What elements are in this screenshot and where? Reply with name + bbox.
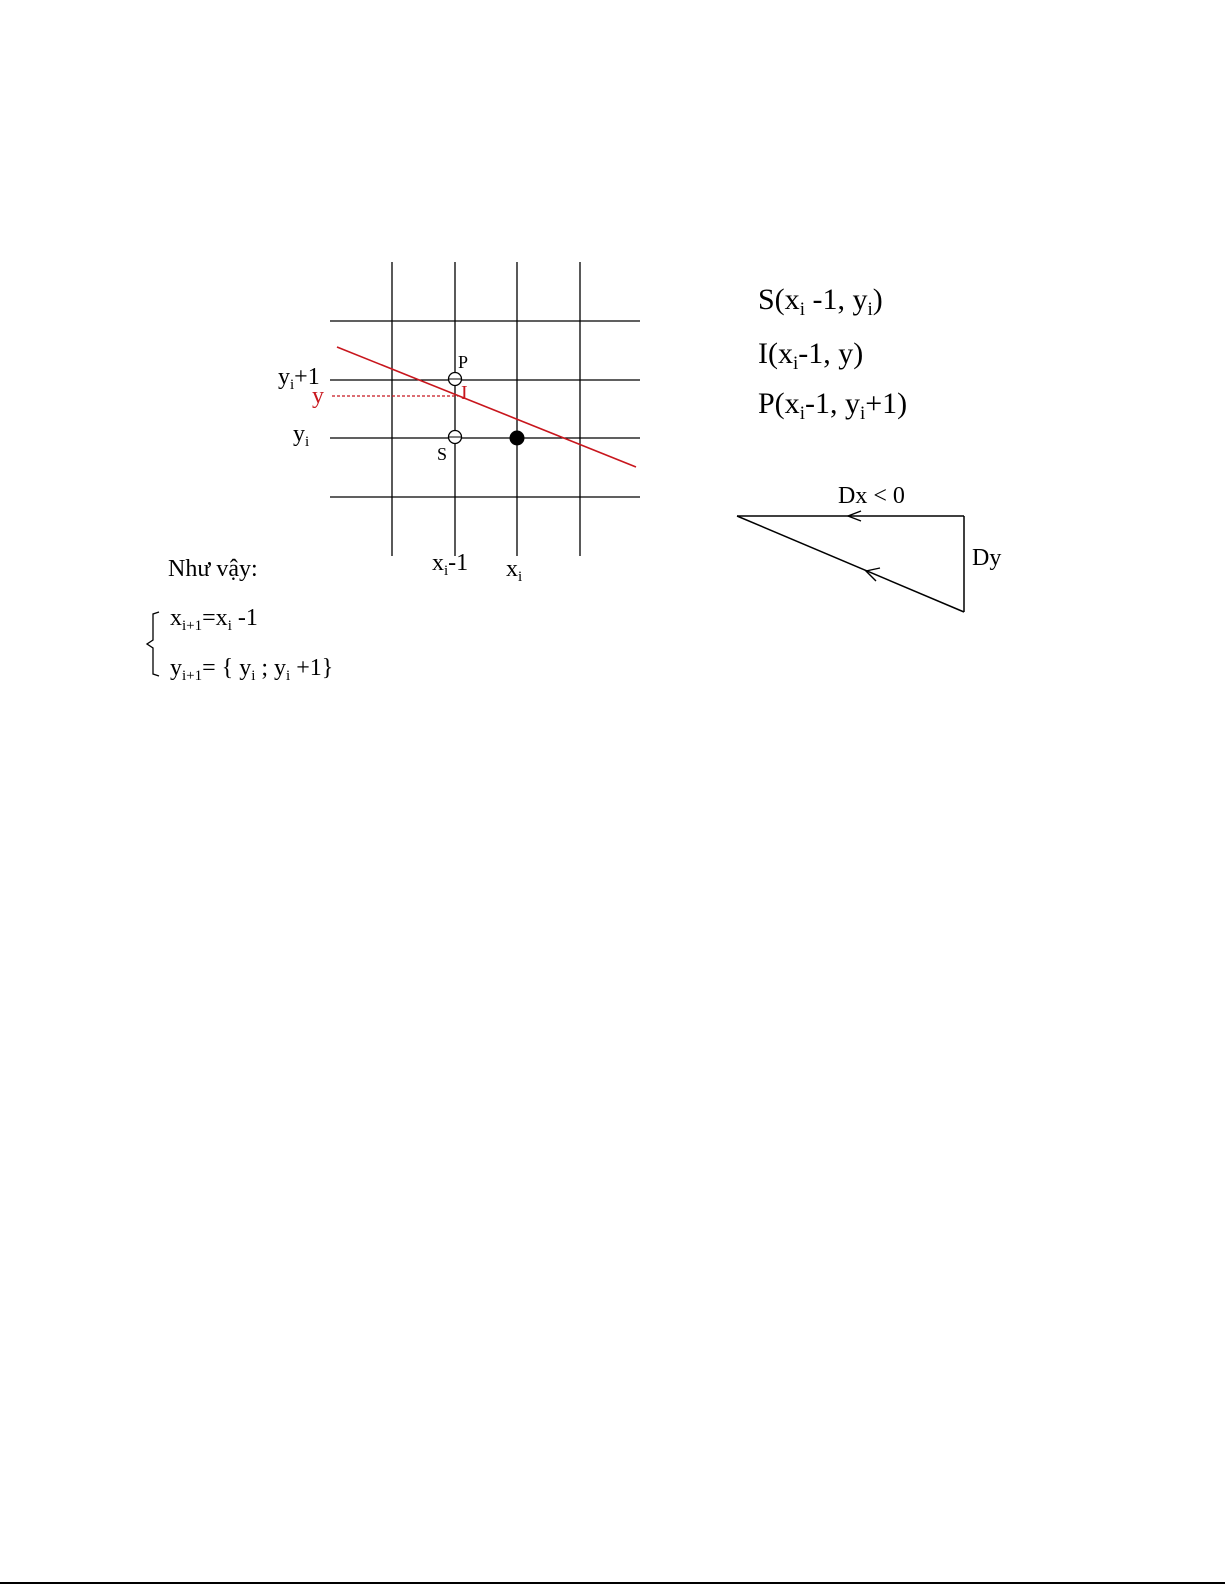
page-bottom-rule xyxy=(0,1582,1225,1584)
def-point-s: $S(x_i$ -1, $y_i$) xyxy=(758,283,883,320)
label-dx: Dx < 0 xyxy=(838,483,905,509)
label-xi: $x_i$ xyxy=(506,556,523,585)
label-dy: Dy xyxy=(972,545,1002,571)
system-brace xyxy=(147,612,159,676)
label-point-s: S xyxy=(437,444,448,464)
label-yi: $y_i$ xyxy=(293,421,310,450)
label-point-i: I xyxy=(461,382,468,404)
label-point-p: P xyxy=(458,352,469,372)
label-y-red: y xyxy=(312,383,324,409)
label-xi-minus-1: $x_i-1$ xyxy=(432,550,469,579)
conclusion-intro: Như vậy: xyxy=(168,556,258,582)
triangle-hypotenuse xyxy=(737,516,964,612)
direction-triangle xyxy=(737,511,964,612)
hypotenuse-arrow-icon xyxy=(866,568,880,581)
label-yi-plus-1: $y_i+1$ xyxy=(278,364,320,393)
red-line xyxy=(337,347,636,467)
def-point-i: $I(x_i-1$, y) xyxy=(758,337,864,374)
equation-y: $y_{i+1}=$ { $y_i$ ; $y_i +1$} xyxy=(170,655,334,684)
current-pixel-marker xyxy=(510,431,525,446)
pixel-grid xyxy=(330,262,640,556)
equation-x: $x_{i+1}=x_i$ -1 xyxy=(170,605,258,634)
def-point-p: $P(x_i-1$, $y_i+1$) xyxy=(758,387,908,424)
